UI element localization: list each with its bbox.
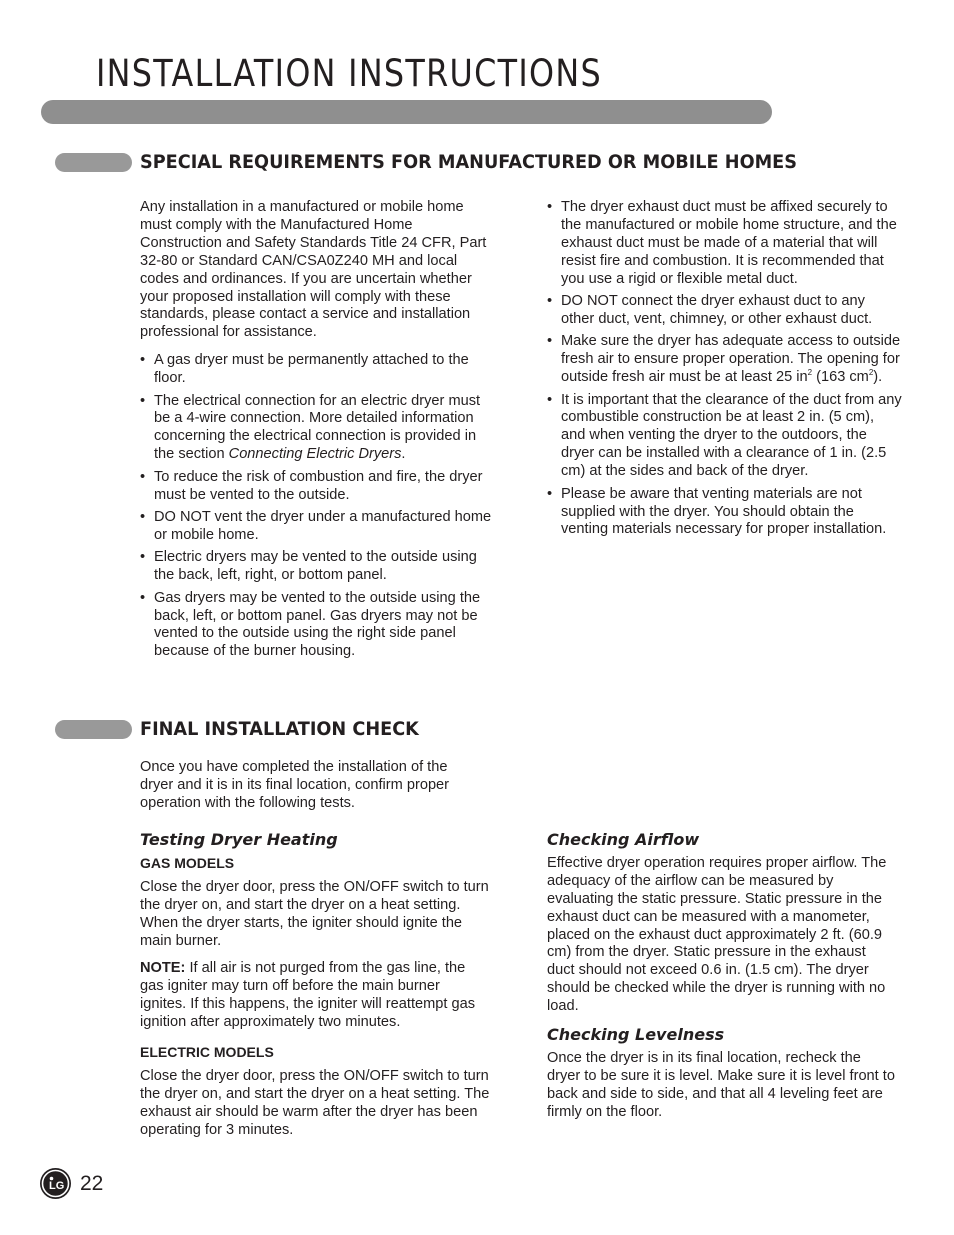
electric-models-text: Close the dryer door, press the ON/OFF switch to turn the dryer on, and start the dryer on a heat setting. The exhaust air should be warm after the dryer has been operating for 3 minutes. [140, 1067, 490, 1138]
section-heading-final: FINAL INSTALLATION CHECK [140, 718, 419, 740]
list-item: • It is important that the clearance of the duct from any combustible construction be at least 2 in. (5 cm), and when venting the dryer to the outdoors, the dryer can be installed with a clearance of 1 in. (2.5 cm) at the sides and back of the dryer. [547, 392, 902, 482]
section-marker [55, 720, 132, 739]
list-item: • To reduce the risk of combustion and fire, the dryer must be vented to the outside. [140, 469, 495, 505]
list-item: • Electric dryers may be vented to the outside using the back, left, right, or bottom panel. [140, 549, 495, 585]
note-paragraph: NOTE: If all air is not purged from the gas line, the gas igniter may turn off before the main burner ignites. If this happens, the igniter will reattempt gas ignition after approximately two minutes. [140, 960, 476, 1031]
list-item: • Please be aware that venting materials are not supplied with the dryer. You should obtain the venting materials necessary for proper installation. [547, 486, 902, 540]
subheading-levelness: Checking Levelness [547, 1025, 725, 1045]
list-item: • The electrical connection for an electric dryer must be a 4-wire connection. More detailed information concerning the electrical connection is provided in the section Connecting Electric Dryers. [140, 393, 495, 465]
section-heading-special: SPECIAL REQUIREMENTS FOR MANUFACTURED OR MOBILE HOMES [140, 151, 797, 173]
final-intro-block [140, 759, 470, 823]
subheading-airflow: Checking Airflow [547, 830, 700, 849]
special-right-column [547, 199, 902, 544]
section-marker [55, 153, 132, 172]
airflow-column [547, 831, 897, 1132]
svg-text:LG: LG [49, 1180, 65, 1192]
special-left-column [140, 199, 495, 666]
levelness-text: Once the dryer is in its final location, recheck the dryer to be sure it is level. Make sure it is level front to back and side to side, and that all 4 leveling feet are firmly on the floor. [547, 1049, 895, 1120]
lg-logo-icon [40, 1168, 71, 1199]
list-item: • DO NOT vent the dryer under a manufactured home or mobile home. [140, 509, 495, 545]
special-intro: Any installation in a manufactured or mobile home must comply with the Manufactured Home Construction and Safety Standards Title 24 CFR, Part 32-80 or Standard CAN/CSA0Z240 MH and local codes and ordinances. If you are uncertain whether your proposed installation will comply with these standards, please contact a service and installation professional for assistance. [140, 199, 487, 341]
list-item: • DO NOT connect the dryer exhaust duct to any other duct, vent, chimney, or other exhaust duct. [547, 293, 902, 329]
heating-column [140, 831, 490, 1150]
page-title: INSTALLATION INSTRUCTIONS [96, 52, 602, 95]
section-reference: Connecting Electric Dryers [228, 446, 402, 463]
airflow-text: Effective dryer operation requires proper airflow. The adequacy of the airflow can be measured by evaluating the static pressure. Static pressure in the exhaust duct can be measured with a manometer, placed on the exhaust duct approximately 2 ft. (60.9 cm) from the dryer. Static pressure in the exhaust duct should not exceed 0.6 in. (1.5 cm). The dryer should be checked while the dryer is running with no load. [547, 854, 887, 1015]
list-item: • Gas dryers may be vented to the outside using the back, left, or bottom panel. Gas dryers may not be vented to the outside using the right side panel because of the burner housing. [140, 590, 495, 662]
list-item: • The dryer exhaust duct must be affixed securely to the manufactured or mobile home structure, and the exhaust duct must be made of a material that will resist fire and combustion. It is recommended that you use a rigid or flexible metal duct. [547, 199, 902, 289]
list-item: • Make sure the dryer has adequate access to outside fresh air to ensure proper operation. The opening for outside fresh air must be at least 25 $in^2$ (163 $cm^2$). [547, 333, 902, 387]
final-intro: Once you have completed the installation of the dryer and it is in its final location, confirm proper operation with the following tests. [140, 759, 450, 811]
subheading-testing-heating: Testing Dryer Heating [140, 830, 338, 849]
gas-models-text: Close the dryer door, press the ON/OFF switch to turn the dryer on, and start the dryer on a heat setting. When the dryer starts, the igniter should ignite the main burner. [140, 878, 489, 949]
electric-models-label: ELECTRIC MODELS [140, 1044, 274, 1061]
title-bar [41, 100, 772, 124]
gas-models-label: GAS MODELS [140, 854, 235, 871]
page-number: 22 [80, 1172, 104, 1195]
list-item: • A gas dryer must be permanently attached to the floor. [140, 352, 495, 388]
